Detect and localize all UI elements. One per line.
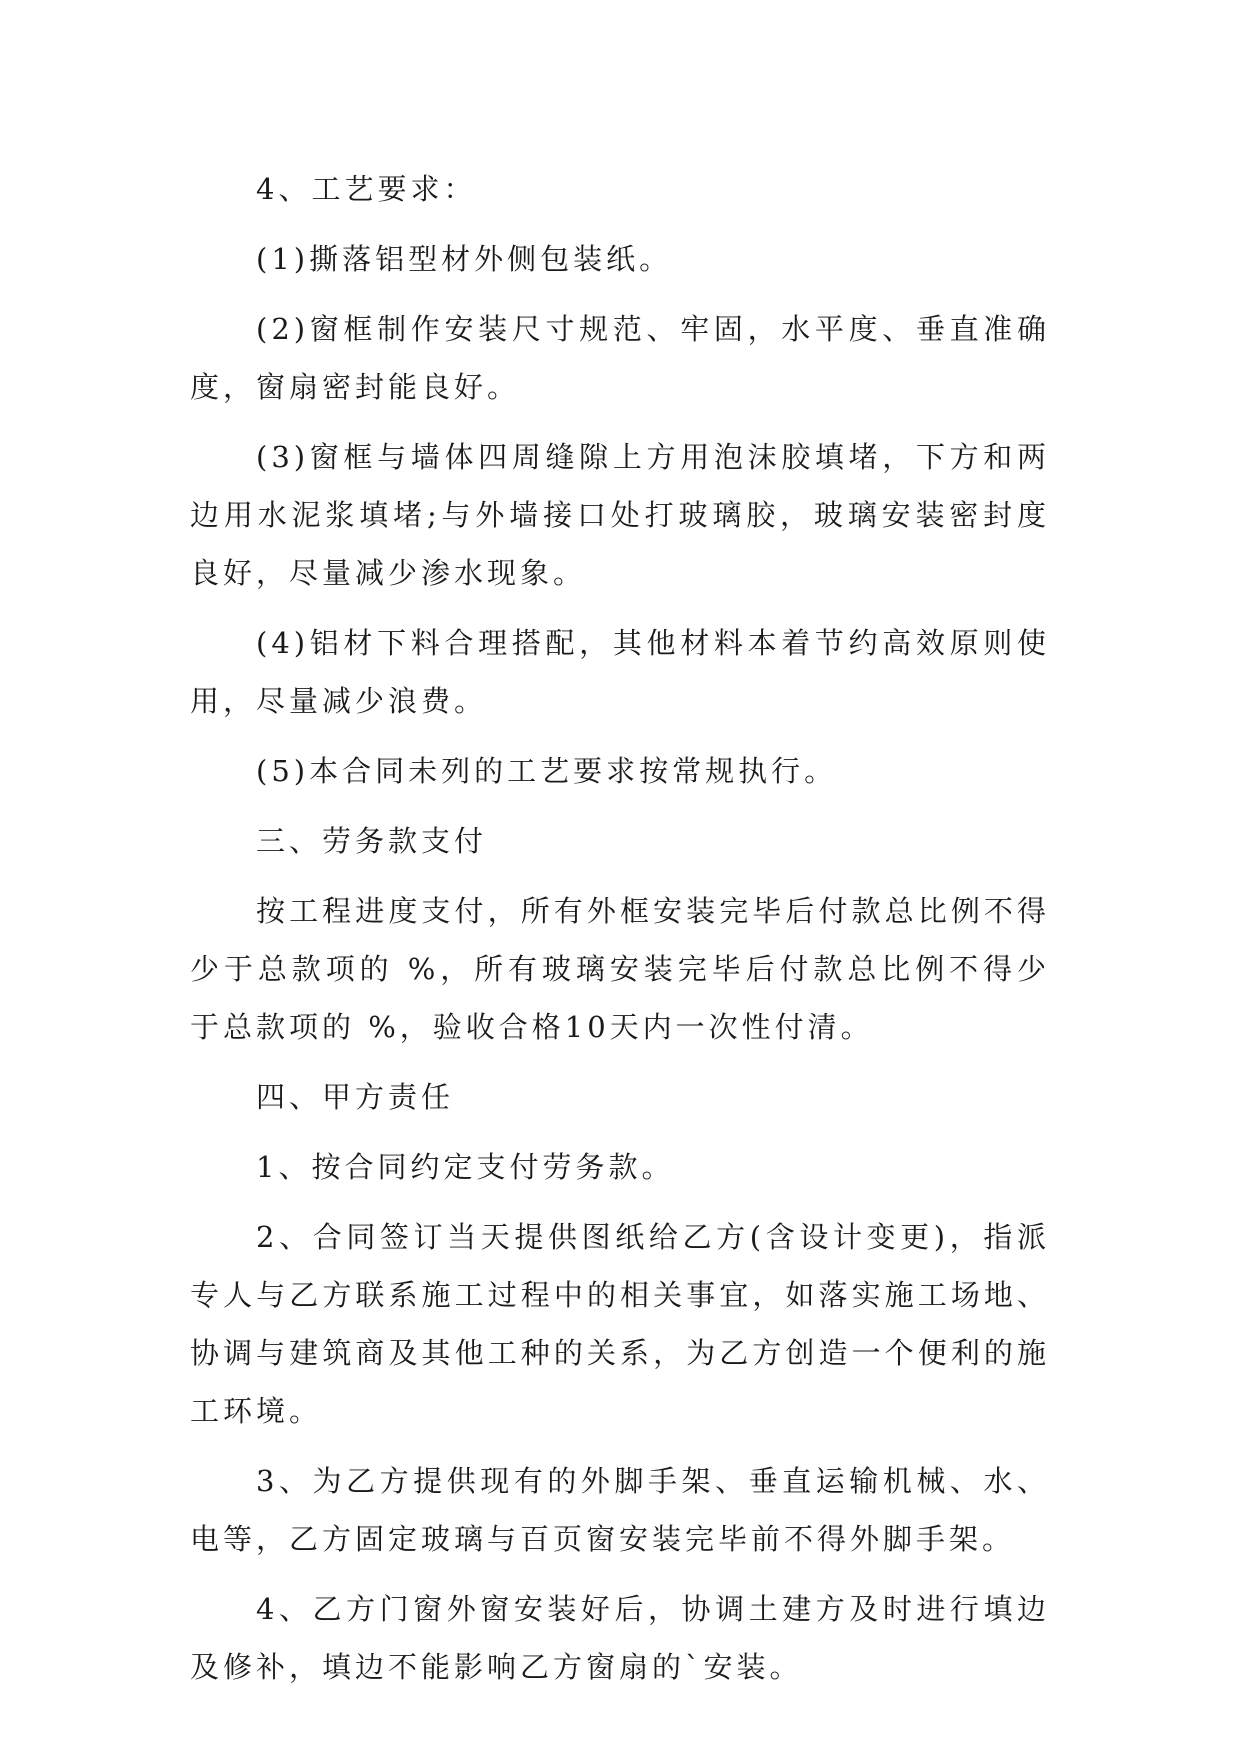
paragraph-craft-item-4: (4)铝材下料合理搭配，其他材料本着节约高效原则使用，尽量减少浪费。 [190,626,1050,718]
paragraph-party-a-item-1: 1、按合同约定支付劳务款。 [256,1150,675,1184]
section-heading-payment: 三、劳务款支付 [256,824,488,858]
paragraph-party-a-item-4: 4、乙方门窗外窗安装好后，协调土建方及时进行填边及修补，填边不能影响乙方窗扇的`安装。 [190,1592,1050,1684]
document-body [190,160,1050,1708]
paragraph-party-a-item-3: 3、为乙方提供现有的外脚手架、垂直运输机械、水、电等，乙方固定玻璃与百页窗安装完毕前不得外脚手架。 [190,1464,1050,1556]
section-heading-party-a: 四、甲方责任 [256,1080,455,1114]
paragraph-craft-item-1: (1)撕落铝型材外侧包装纸。 [256,242,673,276]
paragraph-craft-item-5: (5)本合同未列的工艺要求按常规执行。 [256,754,838,788]
paragraph-craft-requirements-heading: 4、工艺要求： [256,172,477,206]
paragraph-party-a-item-2: 2、合同签订当天提供图纸给乙方(含设计变更)，指派专人与乙方联系施工过程中的相关事宜，如落实施工场地、协调与建筑商及其他工种的关系，为乙方创造一个便利的施工环境。 [190,1220,1050,1428]
paragraph-craft-item-3: (3)窗框与墙体四周缝隙上方用泡沫胶填堵，下方和两边用水泥浆填堵;与外墙接口处打玻璃胶，玻璃安装密封度良好，尽量减少渗水现象。 [190,440,1050,590]
paragraph-payment-terms: 按工程进度支付，所有外框安装完毕后付款总比例不得少于总款项的 %，所有玻璃安装完毕后付款总比例不得少于总款项的 %，验收合格10天内一次性付清。 [190,894,1050,1044]
paragraph-craft-item-2: (2)窗框制作安装尺寸规范、牢固，水平度、垂直准确度，窗扇密封能良好。 [190,312,1050,404]
